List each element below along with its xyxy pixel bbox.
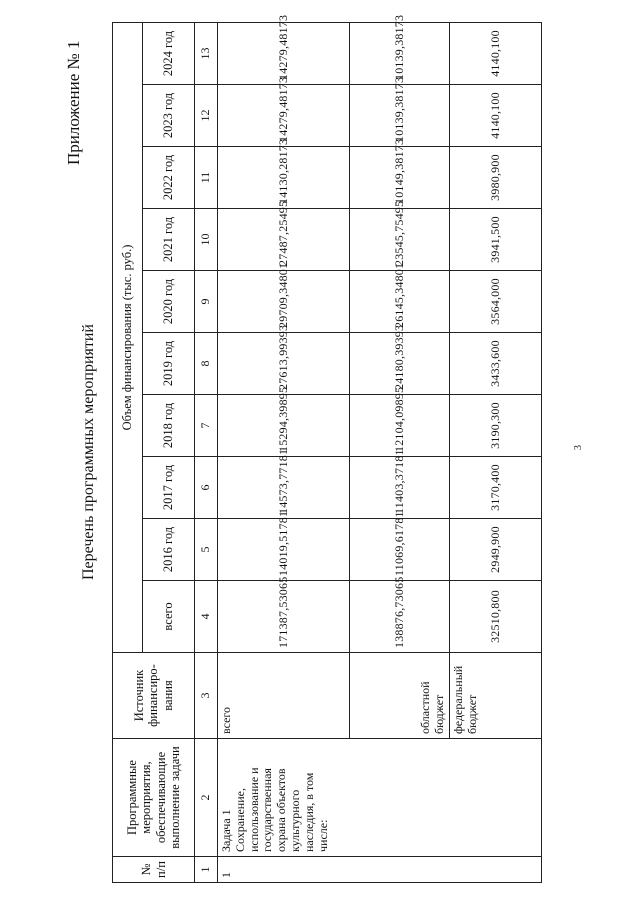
document-title: Перечень программных мероприятий [80,324,97,580]
funding-table [112,14,542,883]
header-year: 2019 год [143,333,195,395]
value-cell: 27613,99393 [218,333,350,395]
value-cell: 29709,34801 [218,271,350,333]
value-cell: 3190,300 [450,395,542,457]
index-cell: 11 [195,147,218,209]
header-funding-group: Объем финансирования (тыс. руб.) [113,22,143,652]
source-cell: всего [218,653,350,739]
value-cell: 4140,100 [450,85,542,147]
value-cell: 14279,48173 [218,85,350,147]
value-cell: 3564,000 [450,271,542,333]
header-source: Источник финансиро-вания [113,653,195,739]
task-name: Задача 1 Сохранение, использование и государственная охрана объектов культурного наследия, в том числе: [218,739,542,857]
header-year: 2024 год [143,22,195,84]
value-cell: 3980,900 [450,147,542,209]
index-cell: 2 [195,739,218,857]
value-cell: 4140,100 [450,22,542,84]
task-number: 1 [218,857,542,883]
index-cell: 8 [195,333,218,395]
value-cell: 26145,34801 [350,271,450,333]
header-year: 2020 год [143,271,195,333]
index-cell: 12 [195,85,218,147]
value-cell: 23545,75495 [350,209,450,271]
index-cell: 3 [195,653,218,739]
total-cell: 138876,73065 [350,581,450,653]
header-year: 2022 год [143,147,195,209]
value-cell: 2949,900 [450,519,542,581]
value-cell: 14019,51781 [218,519,350,581]
total-cell: 32510,800 [450,581,542,653]
value-cell: 10149,38173 [350,147,450,209]
header-year: 2021 год [143,209,195,271]
header-year: 2023 год [143,85,195,147]
index-cell: 1 [195,857,218,883]
header-num: № п/п [113,857,195,883]
index-cell: 6 [195,457,218,519]
value-cell: 11069,61781 [350,519,450,581]
value-cell: 10139,38173 [350,85,450,147]
value-cell: 3170,400 [450,457,542,519]
header-measures: Программные мероприятия, обеспечивающие выполнение задачи [113,739,195,857]
column-index-row [195,22,218,882]
source-cell: федеральный бюджет [450,653,542,739]
total-cell: 171387,53065 [218,581,350,653]
annex-label: Приложение № 1 [64,40,83,165]
header-year: 2017 год [143,457,195,519]
header-year: 2018 год [143,395,195,457]
value-cell: 14279,48173 [218,22,350,84]
header-year: 2016 год [143,519,195,581]
page-number: 3 [573,445,584,450]
value-cell: 14573,77181 [218,457,350,519]
value-cell: 3433,600 [450,333,542,395]
index-cell: 7 [195,395,218,457]
value-cell: 15294,39895 [218,395,350,457]
index-cell: 4 [195,581,218,653]
header-total: всего [143,581,195,653]
index-cell: 5 [195,519,218,581]
value-cell: 14130,28173 [218,147,350,209]
value-cell: 24180,39393 [350,333,450,395]
value-cell: 12104,09895 [350,395,450,457]
value-cell: 11403,37181 [350,457,450,519]
index-cell: 13 [195,22,218,84]
value-cell: 27487,25495 [218,209,350,271]
source-cell: областной бюджет [350,653,450,739]
value-cell: 10139,38173 [350,22,450,84]
index-cell: 9 [195,271,218,333]
value-cell: 3941,500 [450,209,542,271]
table-row [218,22,350,882]
index-cell: 10 [195,209,218,271]
